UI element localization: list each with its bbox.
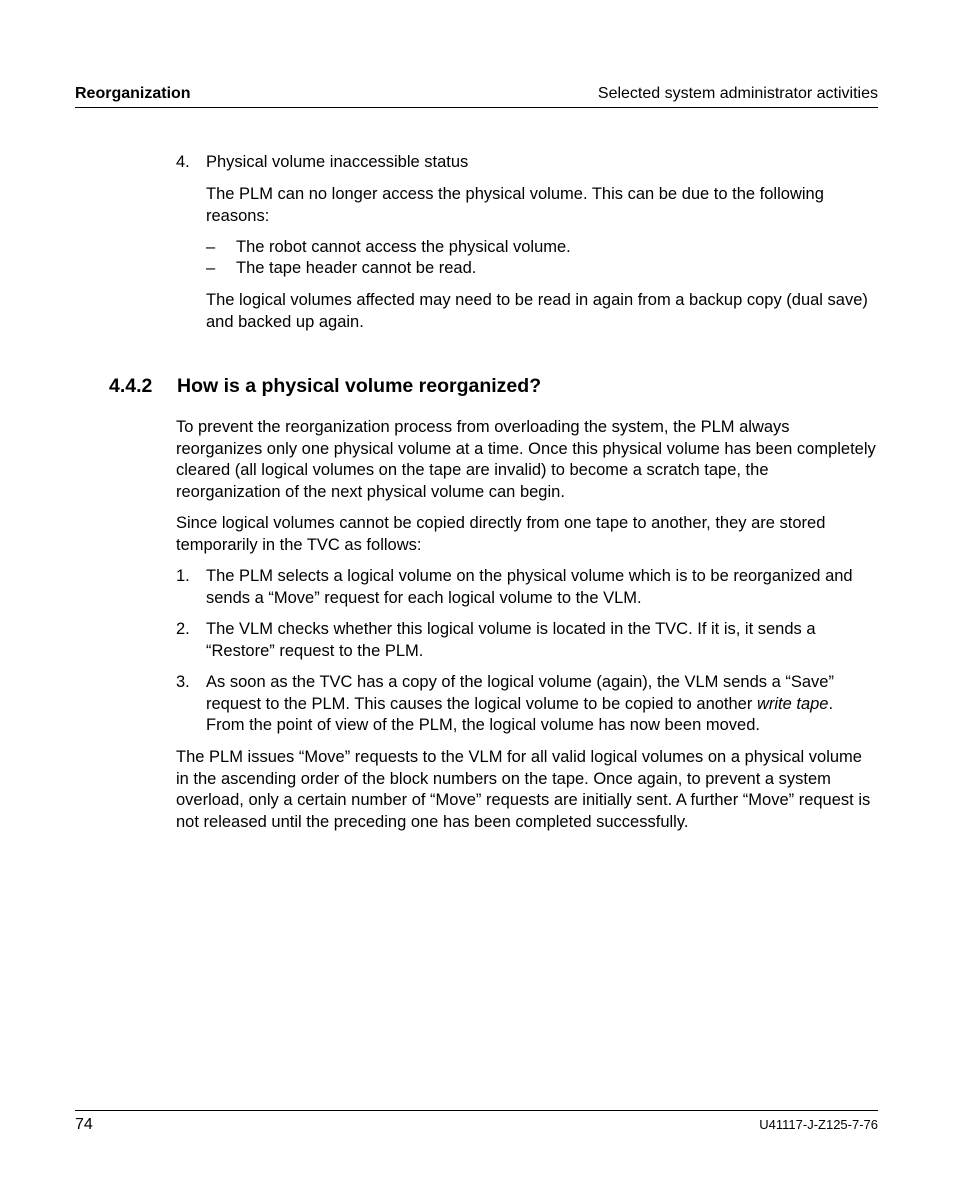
running-header-title: Selected system administrator activities: [597, 85, 878, 102]
step-item-2: [176, 619, 876, 662]
step-number: 3.: [176, 673, 190, 691]
step-text: The PLM selects a logical volume on the physical volume which is to be reorganized and sends a “Move” request for each logical volume to the VLM.: [206, 567, 853, 607]
step-number: 1.: [176, 567, 190, 585]
reason-list-item: [206, 237, 874, 259]
section-title: How is a physical volume reorganized?: [177, 375, 542, 397]
section-paragraph-3: The PLM issues “Move” requests to the VLM for all valid logical volumes on a physical volume in the ascending order of the block numbers on the tape. Once again, to prevent a system overload, only a certain number of “Move” requests are initially sent. A further “Move” request is not released until the preceding one has been completed successfully.: [176, 748, 871, 831]
step-text: [206, 672, 876, 737]
status-item-paragraph-2: The logical volumes affected may need to be read in again from a backup copy (dual save) and backed up again.: [206, 291, 868, 331]
footer-rule: [75, 1110, 878, 1111]
dash-bullet: –: [206, 238, 216, 256]
section-paragraph-1: To prevent the reorganization process from overloading the system, the PLM always reorganizes only one physical volume at a time. Once this physical volume has been completely cleared (all logical volumes on the tape are invalid) to become a scratch tape, the reorganization of the next physical volume can begin.: [176, 418, 876, 501]
status-item-title: Physical volume inaccessible status: [206, 153, 469, 171]
step-text: The VLM checks whether this logical volume is located in the TVC. If it is, it sends a “Restore” request to the PLM.: [206, 620, 816, 660]
reason-list-item: [206, 258, 874, 280]
reason-text: The tape header cannot be read.: [236, 259, 477, 277]
status-item-paragraph-1: The PLM can no longer access the physical volume. This can be due to the following reasons:: [206, 185, 824, 225]
status-item-4: [176, 152, 876, 174]
document-id: U41117-J-Z125-7-76: [759, 1117, 878, 1132]
step-text-emphasis: write tape: [756, 694, 829, 713]
section-number: 4.4.2: [109, 375, 153, 397]
header-rule: [75, 107, 878, 108]
dash-bullet: –: [206, 259, 216, 277]
step-text-after: . From the point of view of the PLM, the logical volume has now been moved.: [206, 694, 834, 734]
section-paragraph-2: Since logical volumes cannot be copied directly from one tape to another, they are stored temporarily in the TVC as follows:: [176, 514, 826, 554]
step-item-3: [176, 672, 876, 737]
page-number: 74: [75, 1116, 93, 1133]
step-item-1: [176, 566, 876, 609]
reason-text: The robot cannot access the physical volume.: [236, 238, 571, 256]
step-text-before: As soon as the TVC has a copy of the logical volume (again), the VLM sends a “Save” request to the PLM. This causes the logical volume to be copied to another: [206, 673, 834, 713]
running-header-chapter: Reorganization: [75, 85, 191, 102]
step-number: 2.: [176, 620, 190, 638]
status-item-number: 4.: [176, 153, 190, 171]
